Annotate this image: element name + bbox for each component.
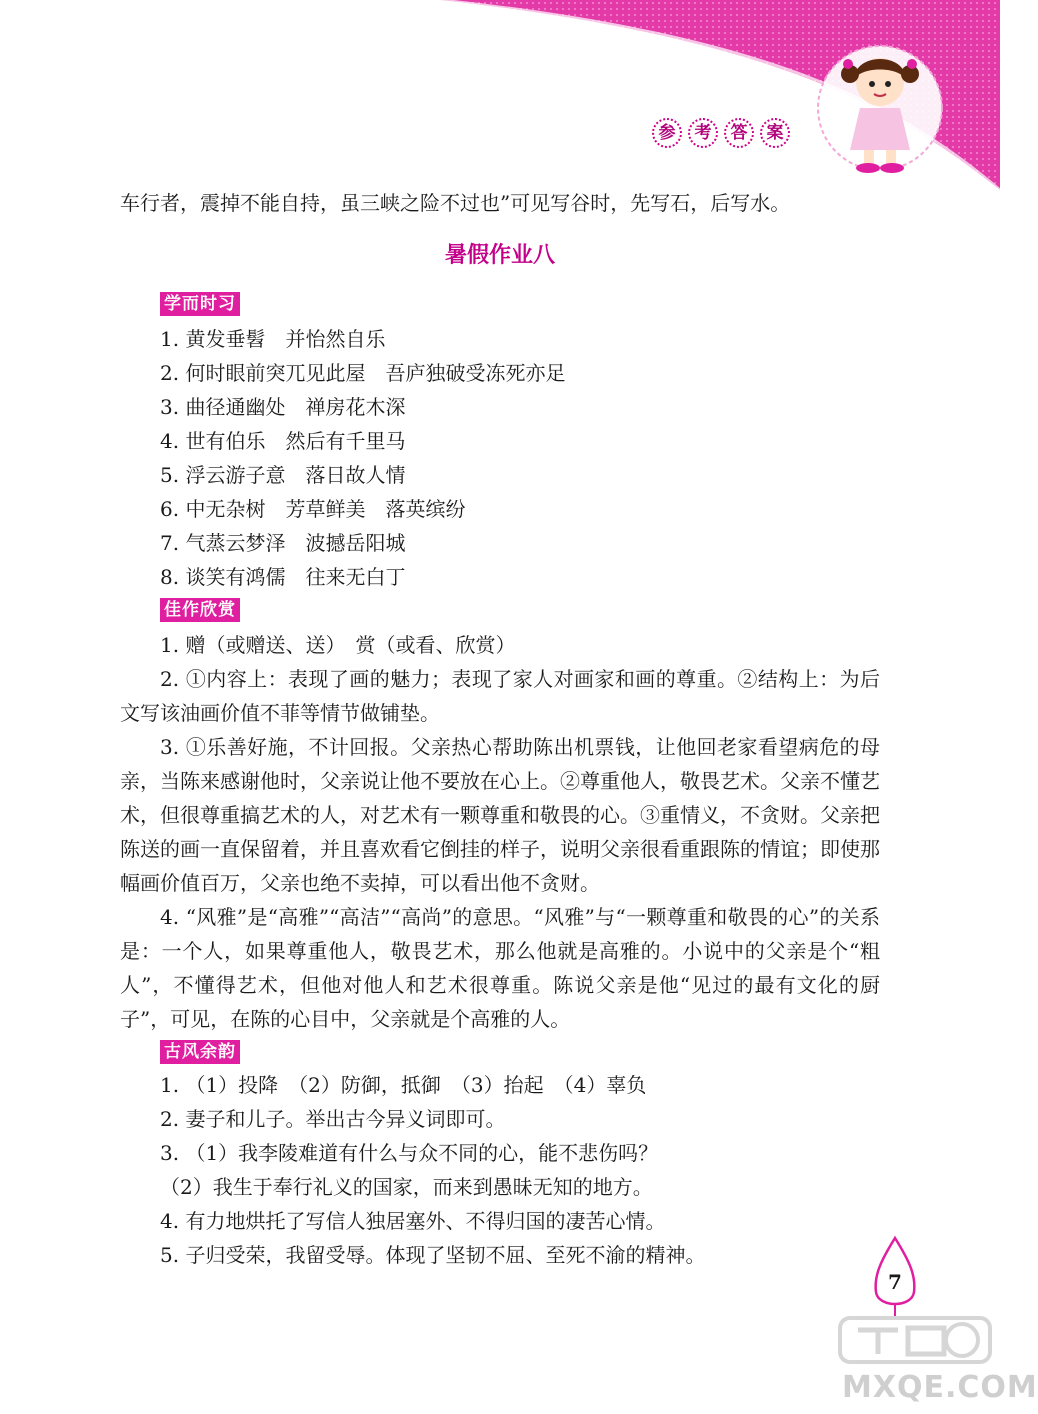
section-label-xuershixi: 学而时习	[160, 292, 240, 316]
list-item: 1. （1）投降 （2）防御，抵御 （3）抬起 （4）辜负	[160, 1073, 647, 1097]
list-item: 3. 曲径通幽处 禅房花木深	[160, 395, 406, 419]
intro-line: 车行者，震掉不能自持，虽三峡之险不过也”可见写谷时，先写石，后写水。	[120, 191, 791, 215]
answer-paragraph: 3. ①乐善好施，不计回报。父亲热心帮助陈出机票钱，让他回老家看望病危的母亲，当陈来感谢他时，父亲说让他不要放在心上。②尊重他人，敬畏艺术。父亲不懂艺术，但很尊重搞艺术的人，对艺术有一颗尊重和敬畏的心。③重情义，不贪财。父亲把陈送的画一直保留着，并且喜欢看它倒挂的样子，说明父亲很看重跟陈的情谊；即使那幅画价值百万，父亲也绝不卖掉，可以看出他不贪财。	[120, 735, 880, 895]
list-item: （2）我生于奉行礼义的国家，而来到愚昧无知的地方。	[160, 1175, 653, 1199]
section-label-jiazuoxinshang: 佳作欣赏	[160, 598, 240, 622]
list-item: 1. 赠（或赠送、送） 赏（或看、欣赏）	[160, 633, 516, 657]
answer-key-badge	[652, 118, 790, 148]
badge-char: 考	[688, 118, 718, 148]
answer-paragraph: 4. “风雅”是“高雅”“高洁”“高尚”的意思。“风雅”与“一颗尊重和敬畏的心”的关系是：一个人，如果尊重他人，敬畏艺术，那么他就是高雅的。小说中的父亲是个“粗人”，不懂得艺术，但他对他人和艺术很尊重。陈说父亲是他“见过的最有文化的厨子”，可见，在陈的心目中，父亲就是个高雅的人。	[120, 905, 880, 1031]
watermark-text: MXQE.COM	[842, 1370, 1038, 1405]
list-item: 2. 妻子和儿子。举出古今异义词即可。	[160, 1107, 506, 1131]
list-item: 2. 何时眼前突兀见此屋 吾庐独破受冻死亦足	[160, 361, 566, 385]
list-item: 4. 有力地烘托了写信人独居塞外、不得归国的凄苦心情。	[160, 1209, 666, 1233]
list-item: 6. 中无杂树 芳草鲜美 落英缤纷	[160, 497, 466, 521]
list-item: 1. 黄发垂髫 并怡然自乐	[160, 327, 386, 351]
header-decoration	[440, 0, 1000, 190]
answer-paragraph: 2. ①内容上：表现了画的魅力；表现了家人对画家和画的尊重。②结构上：为后文写该油画价值不菲等情节做铺垫。	[120, 667, 880, 725]
watermark-logo-icon	[820, 1310, 1000, 1370]
girl-illustration-icon	[818, 46, 942, 173]
list-item: 4. 世有伯乐 然后有千里马	[160, 429, 406, 453]
section-label-gufengyuyun: 古风余韵	[160, 1040, 240, 1064]
badge-char: 参	[652, 118, 682, 148]
page-number-label: 7	[888, 1270, 902, 1294]
watermark	[820, 1310, 1038, 1414]
page-title: 暑假作业八	[444, 242, 555, 268]
list-item: 7. 气蒸云梦泽 波撼岳阳城	[160, 531, 406, 555]
badge-char: 案	[760, 118, 790, 148]
badge-char: 答	[724, 118, 754, 148]
list-item: 5. 子归受荣，我留受辱。体现了坚韧不屈、至死不渝的精神。	[160, 1243, 706, 1267]
list-item: 8. 谈笑有鸿儒 往来无白丁	[160, 565, 406, 589]
page-number	[870, 1236, 920, 1316]
list-item: 5. 浮云游子意 落日故人情	[160, 463, 406, 487]
list-item: 3. （1）我李陵难道有什么与众不同的心，能不悲伤吗？	[160, 1141, 659, 1165]
